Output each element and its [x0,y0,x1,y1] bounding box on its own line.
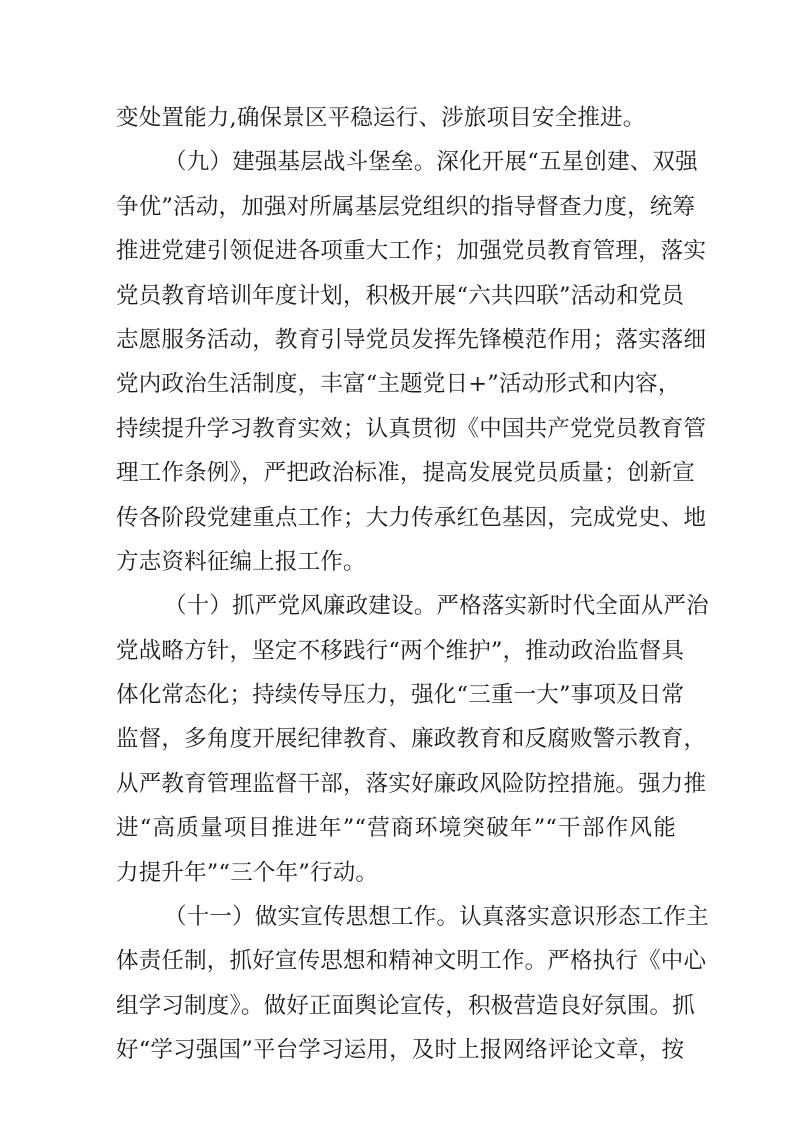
text-line: 传各阶段党建重点工作；大力传承红色基因，完成党史、地 [116,504,707,531]
text-line: 方志资料征编上报工作。 [116,548,366,575]
text-line: 进“高质量项目推进年”“营商环境突破年”“干部作风能 [116,815,676,842]
text-line: 监督，多角度开展纪律教育、廉政教育和反腐败警示教育， [116,726,707,753]
text-line: 好“学习强国”平台学习运用，及时上报网络评论文章，按 [116,1037,685,1064]
text-line: 力提升年”“三个年”行动。 [116,859,379,886]
section-heading-line: （十一）做实宣传思想工作。认真落实意识形态工作主 [164,904,709,931]
text-line: 体化常态化；持续传导压力，强化“三重一大”事项及日常 [116,682,685,709]
text-line: 党战略方针，坚定不移践行“两个维护”，推动政治监督具 [116,637,685,664]
document-body [116,96,709,1073]
section-heading-line: （十）抓严党风廉政建设。严格落实新时代全面从严治 [164,593,709,620]
text-line: 党内政治生活制度，丰富“主题党日+”活动形式和内容， [116,371,681,398]
text-line: 从严教育管理监督干部，落实好廉政风险防控措施。强力推 [116,770,707,797]
section-heading-line: （九）建强基层战斗堡垒。深化开展“五星创建、双强 [164,149,698,176]
text-line: 组学习制度》。做好正面舆论宣传，积极营造良好氛围。抓 [116,992,695,1019]
text-line: 推进党建引领促进各项重大工作；加强党员教育管理，落实 [116,238,707,265]
text-line: 体责任制，抓好宣传思想和精神文明工作。严格执行《中心 [116,948,707,975]
text-line: 理工作条例》，严把政治标准，提高发展党员质量；创新宣 [116,460,695,487]
text-line: 争优”活动，加强对所属基层党组织的指导督查力度，统筹 [116,193,696,220]
text-line: 党员教育培训年度计划，积极开展“六共四联”活动和党员 [116,282,685,309]
text-line: 变处置能力,确保景区平稳运行、涉旅项目安全推进。 [116,105,646,131]
text-line: 持续提升学习教育实效；认真贯彻《中国共产党党员教育管 [116,415,707,442]
text-line: 志愿服务活动，教育引导党员发挥先锋模范作用；落实落细 [116,326,707,353]
